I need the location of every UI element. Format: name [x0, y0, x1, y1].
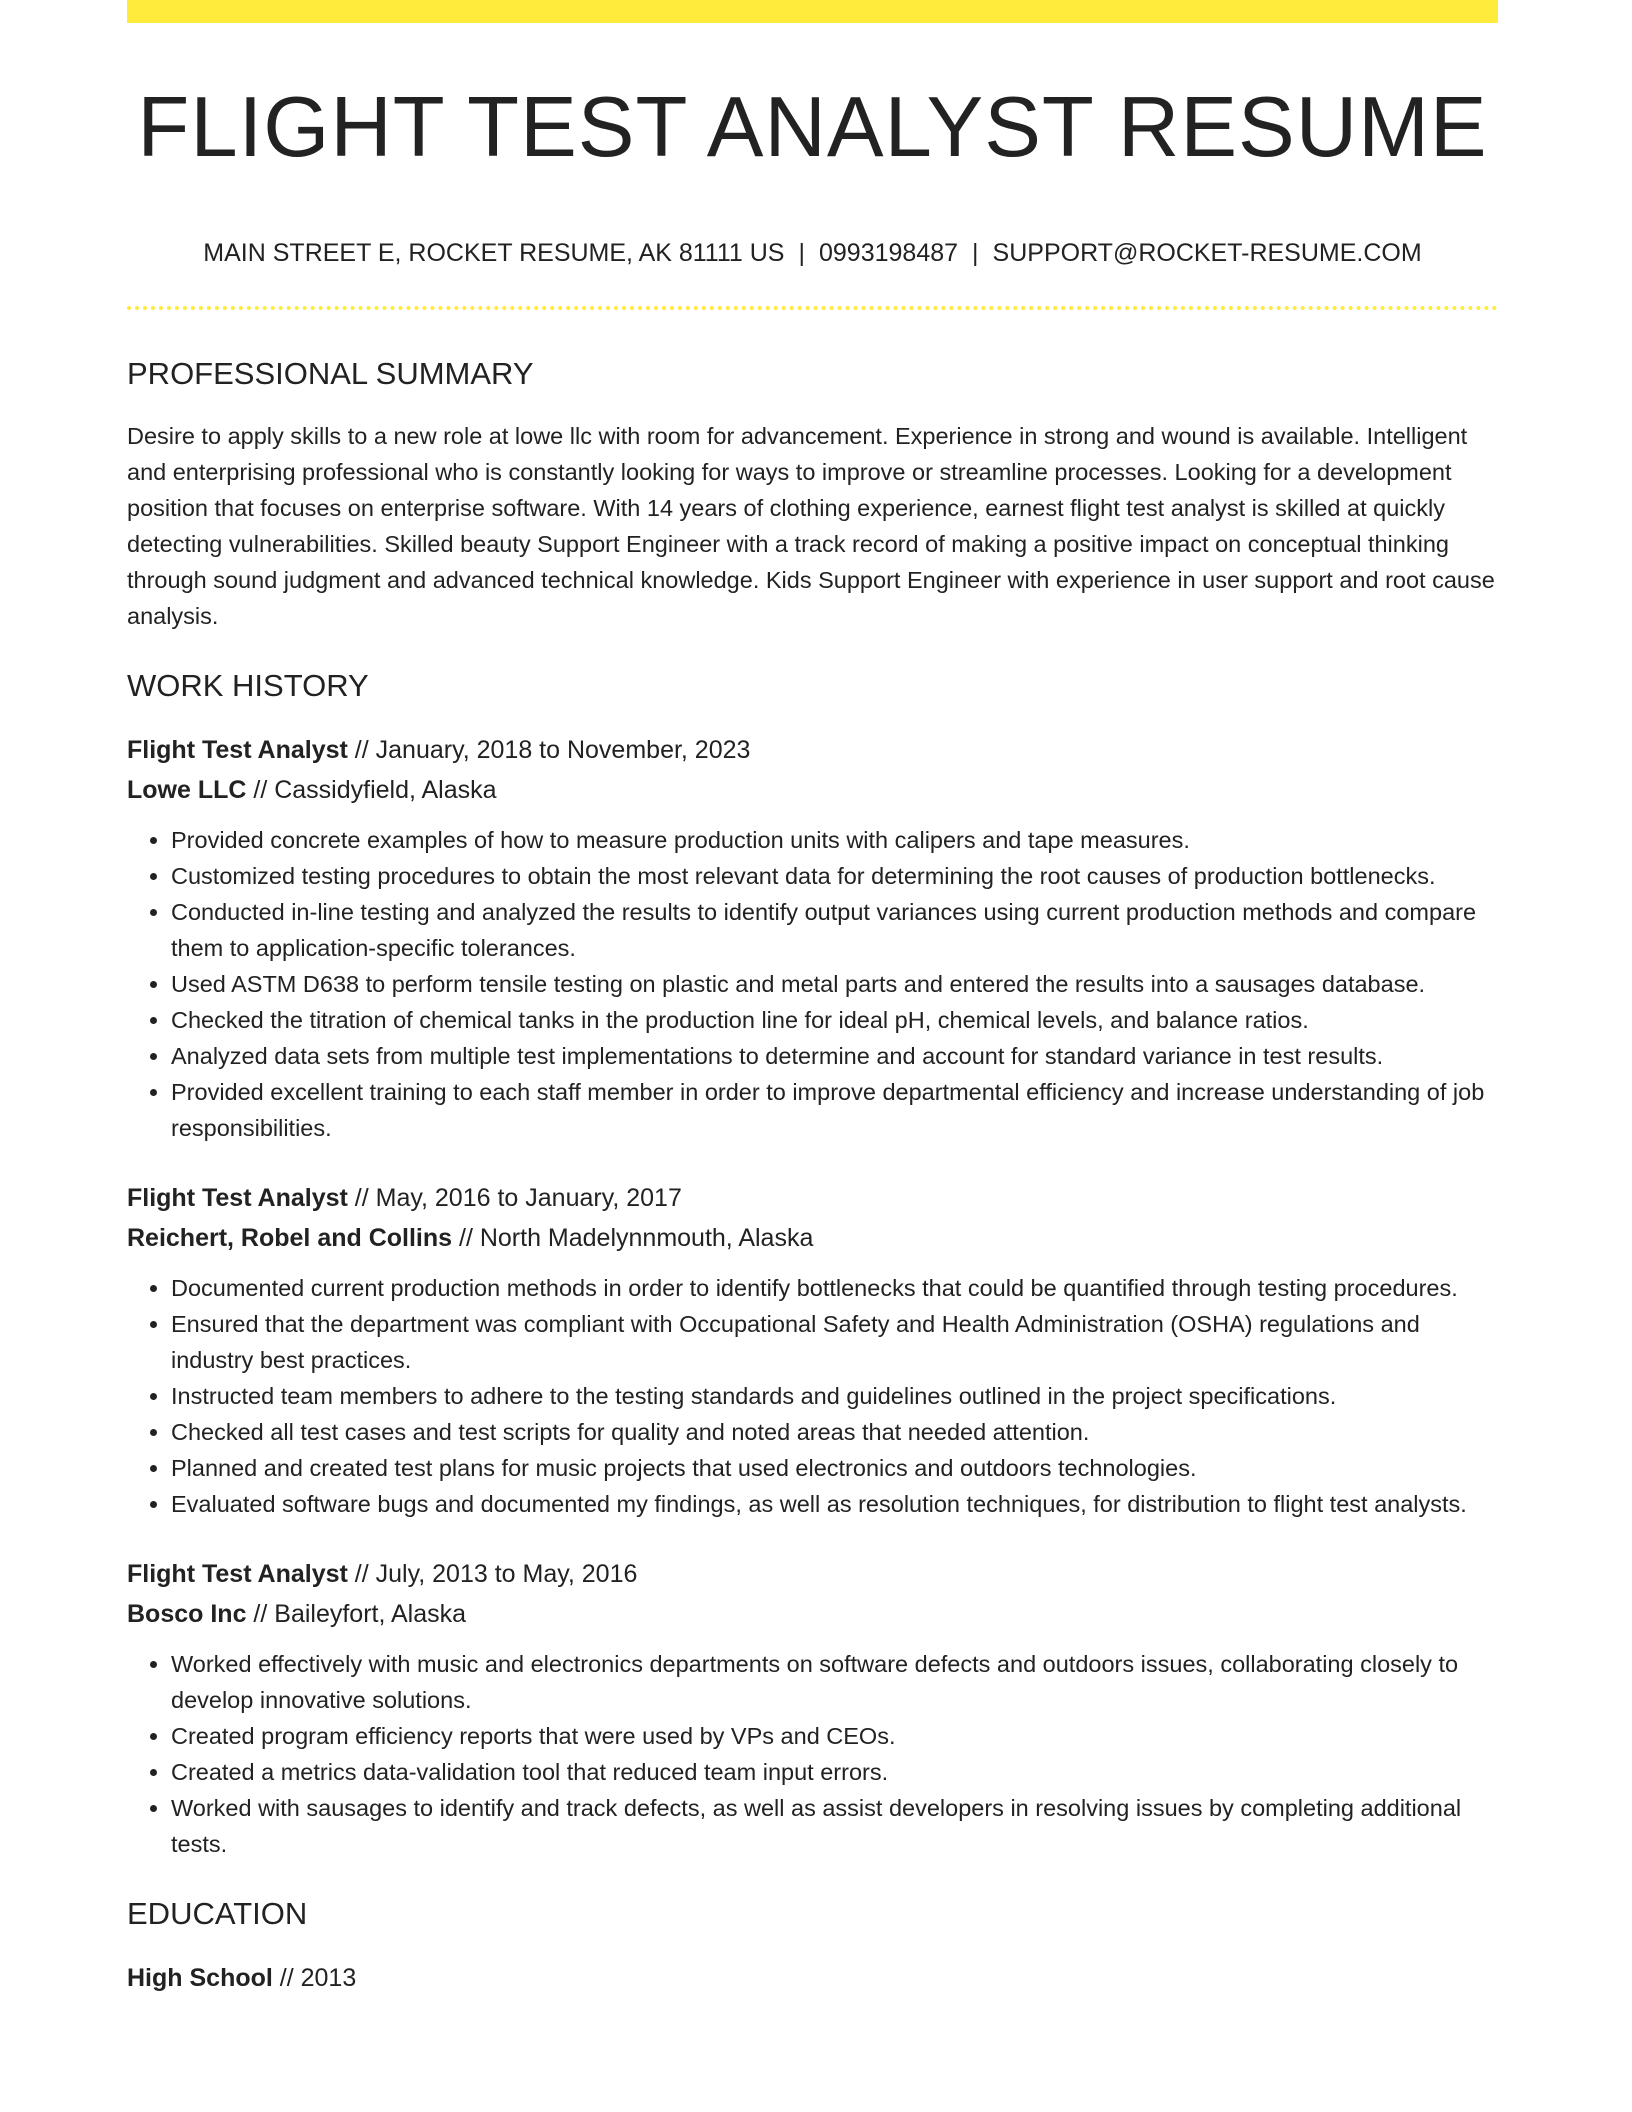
job-bullet: • Used ASTM D638 to perform tensile testing on plastic and metal parts and entered the results into a sausages database. [171, 966, 1498, 1002]
job-title-line [127, 730, 1498, 770]
job-title-line [127, 1178, 1498, 1218]
job-company: Reichert, Robel and Collins [127, 1224, 453, 1252]
job-bullet: • Customized testing procedures to obtain the most relevant data for determining the root causes of production bottlenecks. [171, 858, 1498, 894]
contact-email: SUPPORT@ROCKET-RESUME.COM [992, 239, 1422, 267]
job-company: Lowe LLC [127, 776, 247, 804]
job-entry [127, 1554, 1498, 1862]
job-entry [127, 1178, 1498, 1522]
summary-text: Desire to apply skills to a new role at lowe llc with room for advancement. Experience in strong and wound is available. Intelligent and enterprising professional who is constantly looking for ways to improve or streamline processes. Looking for a development position that focuses on enterprise software. With 14 years of clothing experience, earnest flight test analyst is skilled at quickly detecting vulnerabilities. Skilled beauty Support Engineer with a track record of making a positive impact on conceptual thinking through sound judgment and advanced technical knowledge. Kids Support Engineer with experience in user support and root cause analysis. [127, 423, 1495, 629]
job-bullet: • Planned and created test plans for music projects that used electronics and outdoors technologies. [171, 1450, 1498, 1486]
job-title: Flight Test Analyst [127, 736, 348, 764]
contact-address: MAIN STREET E, ROCKET RESUME, AK 81111 US [203, 239, 785, 267]
job-bullet: • Worked effectively with music and electronics departments on software defects and outdoors issues, collaborating closely to develop innovative solutions. [171, 1646, 1498, 1718]
education-year: // 2013 [272, 1964, 357, 1992]
job-bullet: • Documented current production methods in order to identify bottlenecks that could be quantified through testing procedures. [171, 1270, 1498, 1306]
job-entry [127, 730, 1498, 1146]
job-bullet: • Ensured that the department was compliant with Occupational Safety and Health Administration (OSHA) regulations and industry best practices. [171, 1306, 1498, 1378]
job-title: Flight Test Analyst [127, 1560, 348, 1588]
job-bullet: • Provided excellent training to each staff member in order to improve departmental efficiency and increase understanding of job responsibilities. [171, 1074, 1498, 1146]
job-bullet: • Created a metrics data-validation tool that reduced team input errors. [171, 1754, 1498, 1790]
job-bullets [127, 822, 1498, 1146]
contact-line [127, 236, 1498, 270]
job-location: // Baileyfort, Alaska [246, 1600, 467, 1628]
job-dates: // July, 2013 to May, 2016 [347, 1560, 638, 1588]
job-bullets [127, 1646, 1498, 1862]
job-bullet: • Created program efficiency reports that were used by VPs and CEOs. [171, 1718, 1498, 1754]
job-dates: // January, 2018 to November, 2023 [347, 736, 751, 764]
section-title-summary: PROFESSIONAL SUMMARY [127, 356, 534, 391]
education-degree: High School [127, 1964, 273, 1992]
job-company: Bosco Inc [127, 1600, 247, 1628]
contact-separator: | [798, 239, 805, 267]
job-company-line [127, 1218, 1498, 1258]
job-bullet: • Worked with sausages to identify and track defects, as well as assist developers in resolving issues by completing additional tests. [171, 1790, 1498, 1862]
job-title-line [127, 1554, 1498, 1594]
section-title-work-history: WORK HISTORY [127, 668, 369, 703]
contact-separator: | [972, 239, 979, 267]
job-bullet: • Instructed team members to adhere to the testing standards and guidelines outlined in the project specifications. [171, 1378, 1498, 1414]
section-title-education: EDUCATION [127, 1896, 308, 1931]
job-company-line [127, 1594, 1498, 1634]
dotted-divider [127, 306, 1498, 310]
resume-body [127, 354, 1498, 1998]
job-bullet: • Analyzed data sets from multiple test implementations to determine and account for standard variance in test results. [171, 1038, 1498, 1074]
job-bullet: • Evaluated software bugs and documented my findings, as well as resolution techniques, for distribution to flight test analysts. [171, 1486, 1498, 1522]
job-bullet: • Checked all test cases and test scripts for quality and noted areas that needed attention. [171, 1414, 1498, 1450]
job-bullets [127, 1270, 1498, 1522]
job-bullet: • Checked the titration of chemical tanks in the production line for ideal pH, chemical levels, and balance ratios. [171, 1002, 1498, 1038]
resume-title: FLIGHT TEST ANALYST RESUME [137, 80, 1488, 175]
job-location: // Cassidyfield, Alaska [246, 776, 497, 804]
education-entry [127, 1958, 1498, 1998]
contact-phone: 0993198487 [819, 239, 959, 267]
job-dates: // May, 2016 to January, 2017 [347, 1184, 682, 1212]
top-accent-bar [127, 0, 1498, 23]
job-title: Flight Test Analyst [127, 1184, 348, 1212]
job-location: // North Madelynnmouth, Alaska [452, 1224, 814, 1252]
job-bullet: • Conducted in-line testing and analyzed the results to identify output variances using current production methods and compare them to application-specific tolerances. [171, 894, 1498, 966]
job-company-line [127, 770, 1498, 810]
job-bullet: • Provided concrete examples of how to measure production units with calipers and tape measures. [171, 822, 1498, 858]
